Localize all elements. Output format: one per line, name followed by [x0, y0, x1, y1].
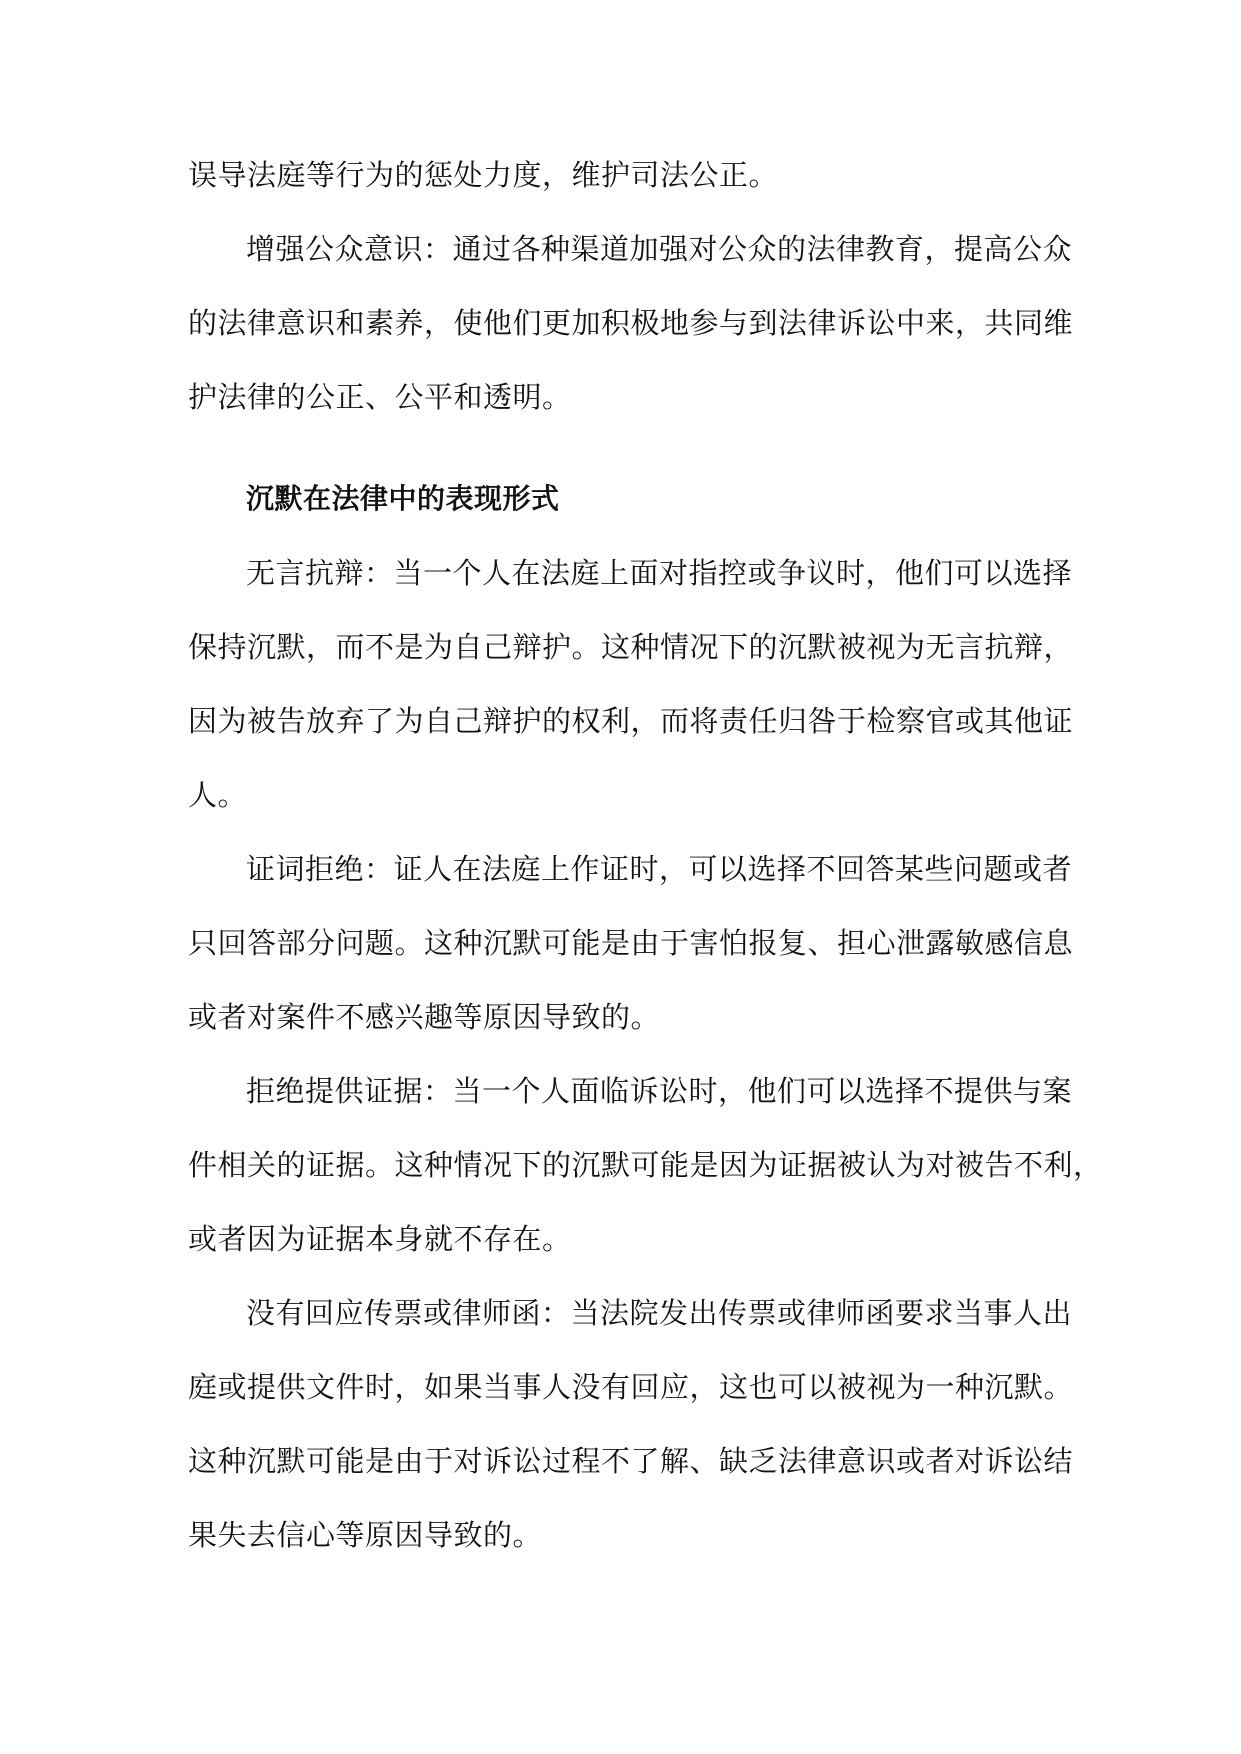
text-line: 或者因为证据本身就不存在。: [188, 1222, 572, 1256]
text-line: 没有回应传票或律师函：当法院发出传票或律师函要求当事人出: [246, 1296, 1073, 1330]
text-line: 无言抗辩：当一个人在法庭上面对指控或争议时，他们可以选择: [246, 556, 1073, 590]
paragraph-testimony-refusal: [188, 832, 1074, 1054]
paragraph-silent-defense: [188, 536, 1074, 832]
paragraph-no-response-summons: [188, 1276, 1074, 1572]
text-line: 保持沉默，而不是为自己辩护。这种情况下的沉默被视为无言抗辩，: [188, 630, 1074, 664]
text-line: 或者对案件不感兴趣等原因导致的。: [188, 1000, 661, 1034]
text-line: 只回答部分问题。这种沉默可能是由于害怕报复、担心泄露敏感信息: [188, 926, 1074, 960]
paragraph-penalty-conclusion: [188, 138, 1054, 212]
text-line: 果失去信心等原因导致的。: [188, 1518, 543, 1552]
text-line: 庭或提供文件时，如果当事人没有回应，这也可以被视为一种沉默。: [188, 1370, 1074, 1404]
text-line: 这种沉默可能是由于对诉讼过程不了解、缺乏法律意识或者对诉讼结: [188, 1444, 1074, 1478]
document-page: [188, 138, 1103, 1572]
text-line: 增强公众意识：通过各种渠道加强对公众的法律教育，提高公众: [246, 232, 1073, 266]
text-line: 件相关的证据。这种情况下的沉默可能是因为证据被认为对被告不利，: [188, 1148, 1103, 1182]
text-line: 证词拒绝：证人在法庭上作证时，可以选择不回答某些问题或者: [246, 852, 1073, 886]
text-line: 拒绝提供证据：当一个人面临诉讼时，他们可以选择不提供与案: [246, 1074, 1073, 1108]
text-line: 因为被告放弃了为自己辩护的权利，而将责任归咎于检察官或其他证: [188, 704, 1074, 738]
paragraph-evidence-refusal: [188, 1054, 1103, 1276]
text-line: 误导法庭等行为的惩处力度，维护司法公正。: [188, 158, 779, 192]
text-line: 的法律意识和素养，使他们更加积极地参与到法律诉讼中来，共同维: [188, 306, 1074, 340]
section-heading: 沉默在法律中的表现形式: [246, 482, 560, 515]
text-line: 护法律的公正、公平和透明。: [188, 380, 572, 414]
text-line: 人。: [188, 778, 248, 812]
paragraph-public-awareness: [188, 212, 1074, 434]
